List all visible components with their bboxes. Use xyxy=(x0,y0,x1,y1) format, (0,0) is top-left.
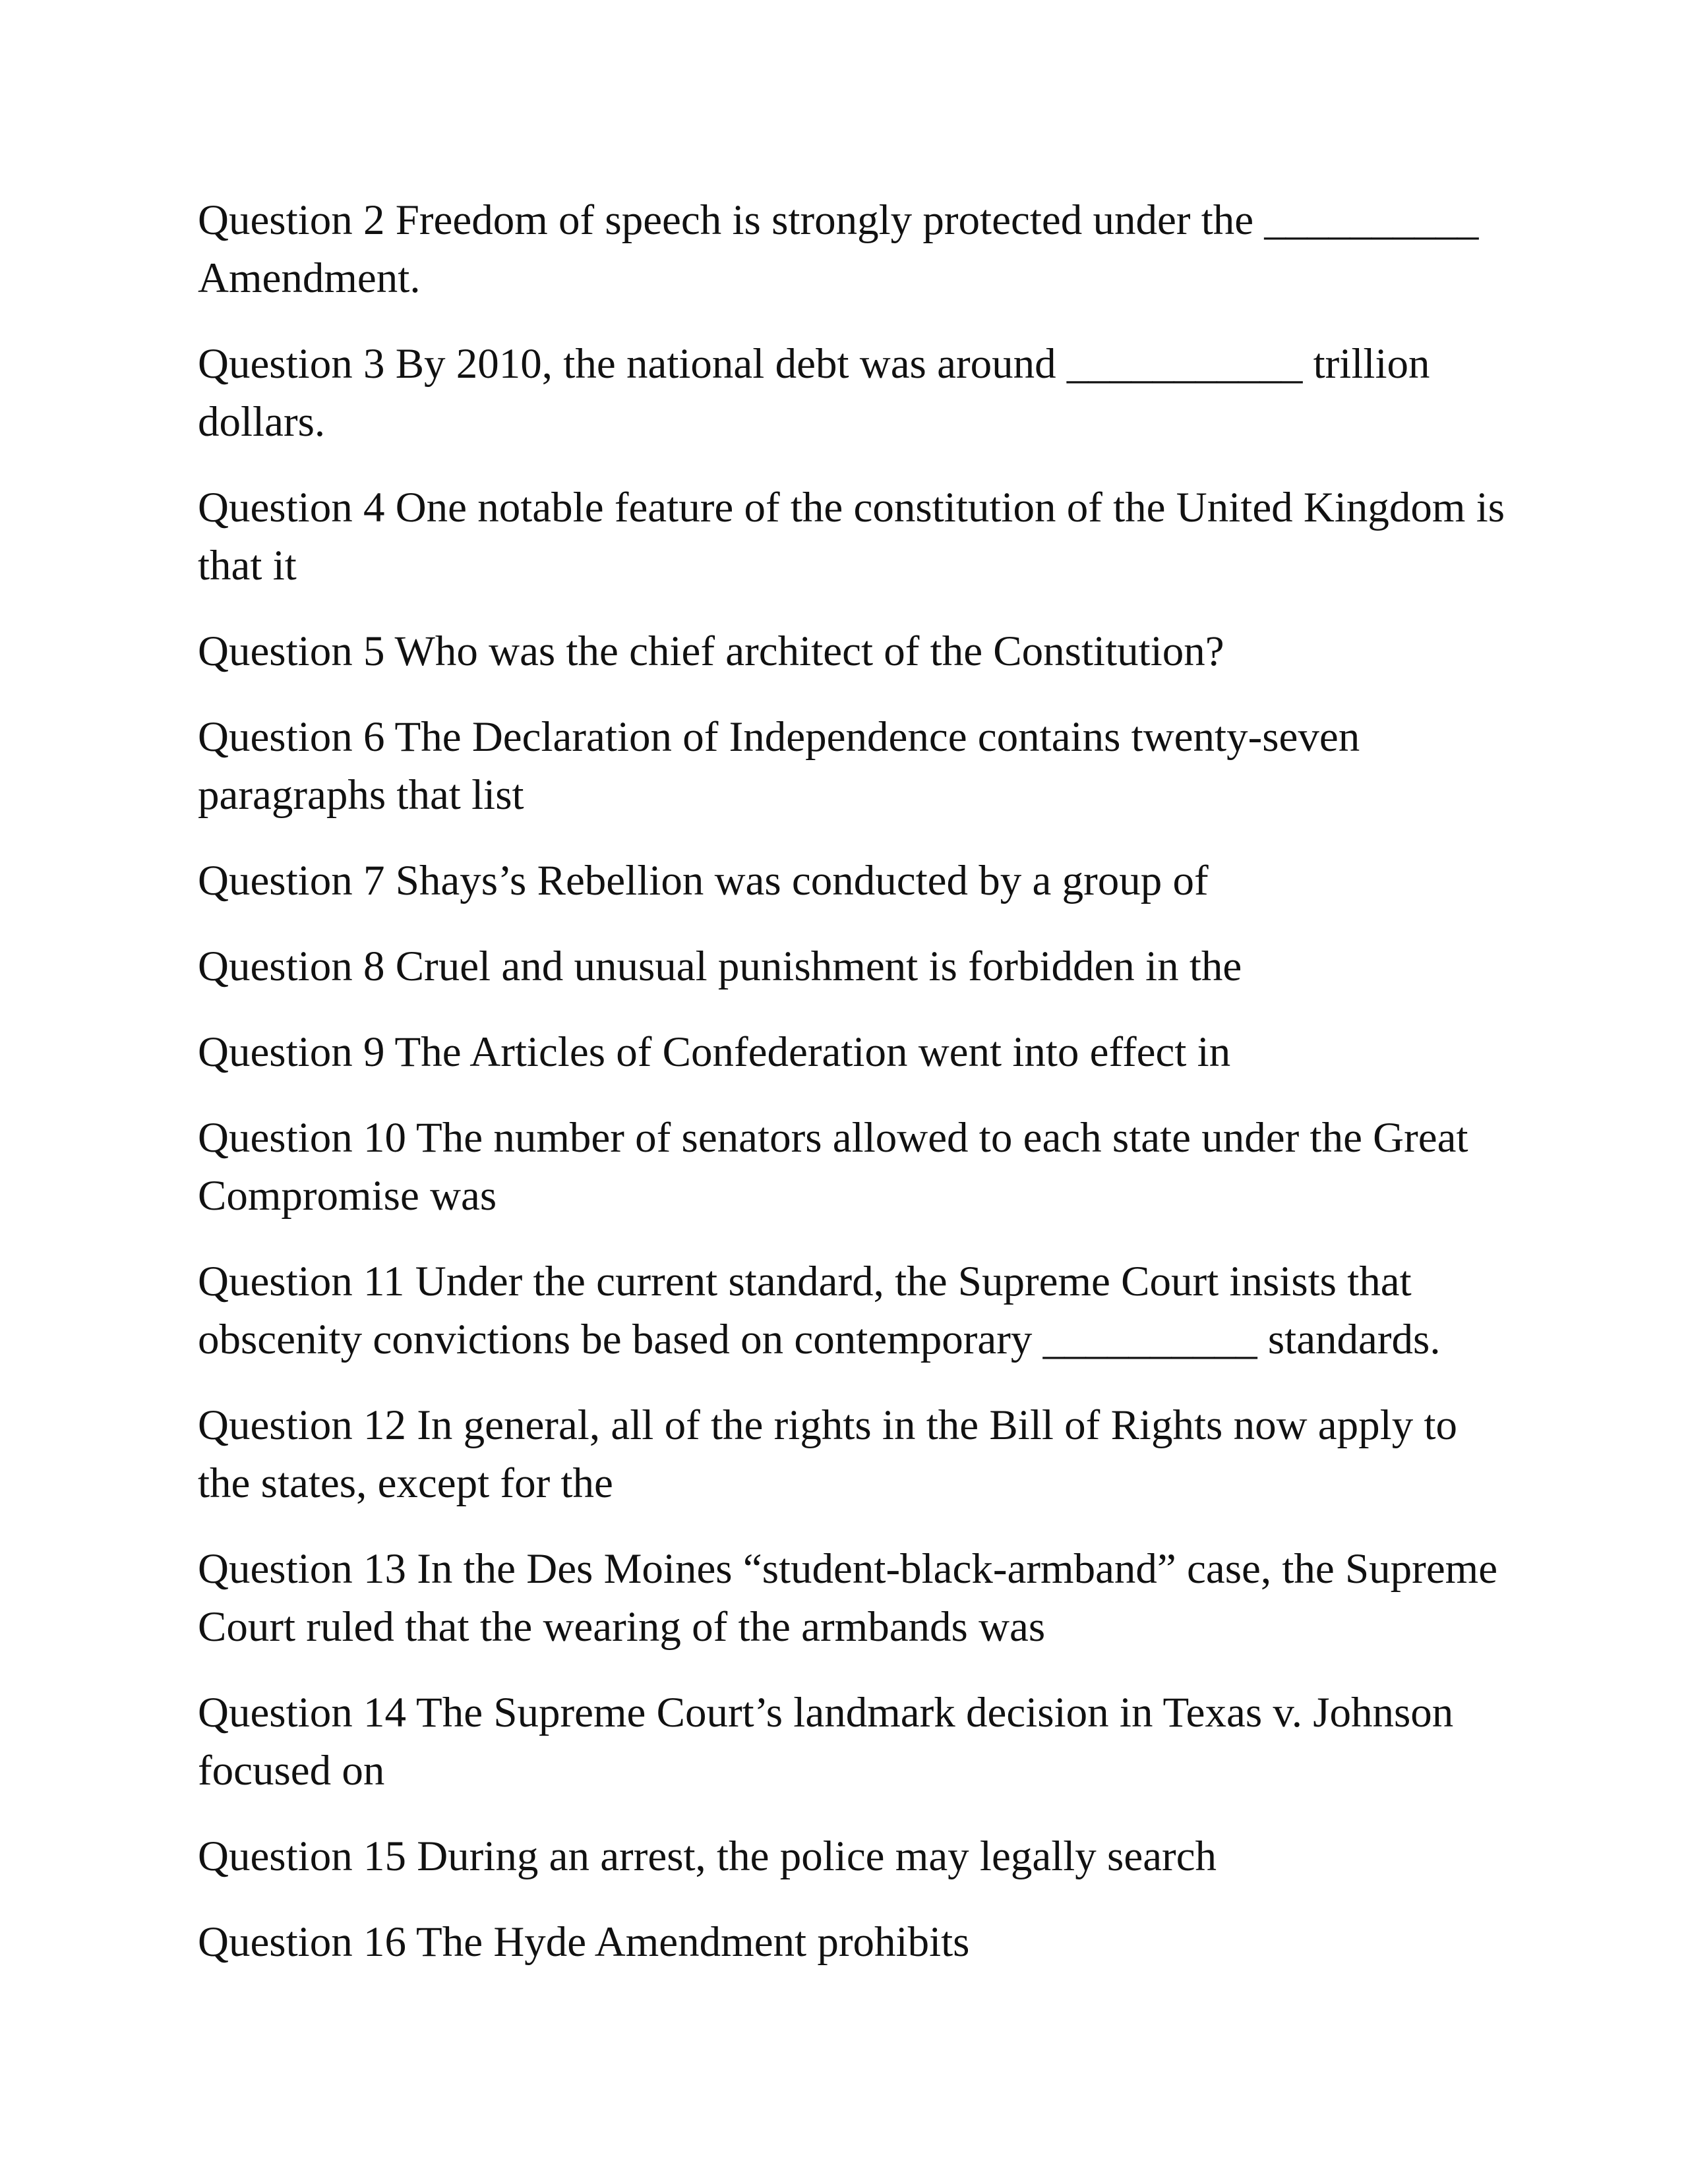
question-4: Question 4 One notable feature of the constitution of the United Kingdom is that it xyxy=(198,484,1505,589)
question-2: Question 2 Freedom of speech is strongly protected under the __________ Amendment. xyxy=(198,196,1479,302)
question-15: Question 15 During an arrest, the police may legally search xyxy=(198,1833,1217,1880)
question-10: Question 10 The number of senators allowed to each state under the Great Compromise was xyxy=(198,1114,1468,1220)
question-13: Question 13 In the Des Moines “student-black-armband” case, the Supreme Court ruled that the wearing of the armbands was xyxy=(198,1545,1498,1651)
question-14: Question 14 The Supreme Court’s landmark decision in Texas v. Johnson focused on xyxy=(198,1689,1454,1794)
question-16: Question 16 The Hyde Amendment prohibits xyxy=(198,1918,970,1966)
question-9: Question 9 The Articles of Confederation went into effect in xyxy=(198,1028,1231,1076)
question-7: Question 7 Shays’s Rebellion was conducted by a group of xyxy=(198,857,1209,904)
question-3: Question 3 By 2010, the national debt was around ___________ trillion dollars. xyxy=(198,340,1430,446)
question-6: Question 6 The Declaration of Independence contains twenty-seven paragraphs that list xyxy=(198,713,1360,819)
question-5: Question 5 Who was the chief architect of the Constitution? xyxy=(198,628,1224,675)
question-8: Question 8 Cruel and unusual punishment is forbidden in the xyxy=(198,943,1242,990)
question-list xyxy=(198,191,1510,1999)
question-12: Question 12 In general, all of the rights in the Bill of Rights now apply to the states, except for the xyxy=(198,1402,1458,1507)
question-11: Question 11 Under the current standard, the Supreme Court insists that obscenity convictions be based on contemporary __________ standards. xyxy=(198,1258,1441,1363)
